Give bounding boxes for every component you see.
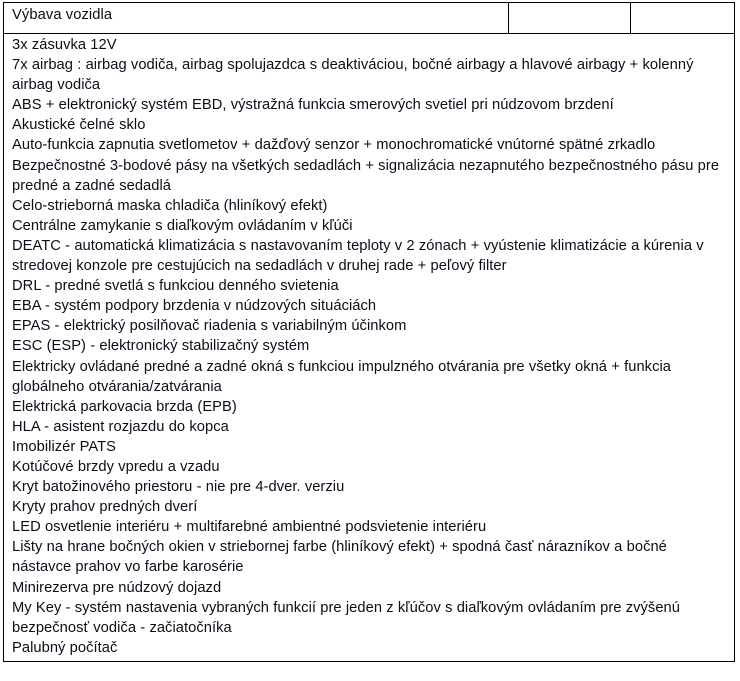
- vehicle-equipment-table: [3, 2, 735, 662]
- equipment-list-item: DEATC - automatická klimatizácia s nastavovaním teploty v 2 zónach + vyústenie klimatizácie a kúrenia v stredovej konzole pre cestujúcich na sedadlách v druhej rade + peľový filter: [12, 237, 704, 275]
- equipment-list-item: Kryty prahov predných dverí: [12, 499, 198, 516]
- equipment-list-item: Centrálne zamykanie s diaľkovým ovládaním v kľúči: [12, 217, 353, 234]
- header-cell-empty-1: [509, 3, 631, 34]
- equipment-list-item: ABS + elektronický systém EBD, výstražná funkcia smerových svetiel pri núdzovom brzdení: [12, 97, 614, 114]
- equipment-list-item: 7x airbag : airbag vodiča, airbag spolujazdca s deaktiváciou, bočné airbagy a hlavové airbagy + kolenný airbag vodiča: [12, 57, 694, 94]
- equipment-list-item: HLA - asistent rozjazdu do kopca: [12, 418, 229, 435]
- equipment-list-item: Auto-funkcia zapnutia svetlometov + dažďový senzor + monochromatické vnútorné spätné zrkadlo: [12, 137, 656, 154]
- equipment-list-item: ESC (ESP) - elektronický stabilizačný systém: [12, 338, 310, 355]
- equipment-list-item: Imobilizér PATS: [12, 438, 116, 455]
- equipment-list-item: 3x zásuvka 12V: [12, 37, 117, 53]
- table-body: [4, 3, 735, 662]
- equipment-list-item: Celo-strieborná maska chladiča (hliníkový efekt): [12, 197, 328, 214]
- equipment-list-item: Kotúčové brzdy vpredu a vzadu: [12, 458, 220, 475]
- equipment-list-item: EPAS - elektrický posilňovač riadenia s variabilným účinkom: [12, 318, 407, 335]
- equipment-list-item: Palubný počítač: [12, 639, 118, 656]
- equipment-list-cell: [4, 34, 735, 662]
- table-body-row: [4, 34, 735, 662]
- header-cell-empty-2: [631, 3, 735, 34]
- table-header-row: [4, 3, 735, 34]
- equipment-list-item: DRL - predné svetlá s funkciou denného svietenia: [12, 278, 339, 295]
- equipment-list-item: My Key - systém nastavenia vybraných funkcií pre jeden z kľúčov s diaľkovým ovládaním pre zvýšenú bezpečnosť vodiča - začiatočníka: [12, 599, 680, 636]
- equipment-list-item: Kryt batožinového priestoru - nie pre 4-dver. verziu: [12, 479, 345, 496]
- equipment-list-item: Akustické čelné sklo: [12, 117, 146, 134]
- equipment-list-item: Minirezerva pre núdzový dojazd: [12, 579, 222, 596]
- equipment-list-item: LED osvetlenie interiéru + multifarebné ambientné podsvietenie interiéru: [12, 519, 487, 536]
- equipment-feature-list: [12, 35, 729, 658]
- equipment-list-item: Elektricky ovládané predné a zadné okná s funkciou impulzného otvárania pre všetky okná + funkcia globálneho otvárania/zatvárania: [12, 358, 672, 395]
- header-cell-equipment: Výbava vozidla: [4, 3, 509, 34]
- equipment-list-item: EBA - systém podpory brzdenia v núdzových situáciách: [12, 298, 377, 315]
- equipment-list-item: Elektrická parkovacia brzda (EPB): [12, 398, 237, 415]
- equipment-list-item: Lišty na hrane bočných okien v striebornej farbe (hliníkový efekt) + spodná časť nárazníkov a bočné nástavce prahov vo farbe karosérie: [12, 539, 667, 576]
- equipment-list-item: Bezpečnostné 3-bodové pásy na všetkých sedadlách + signalizácia nezapnutého bezpečnostného pásu pre predné a zadné sedadlá: [12, 157, 720, 194]
